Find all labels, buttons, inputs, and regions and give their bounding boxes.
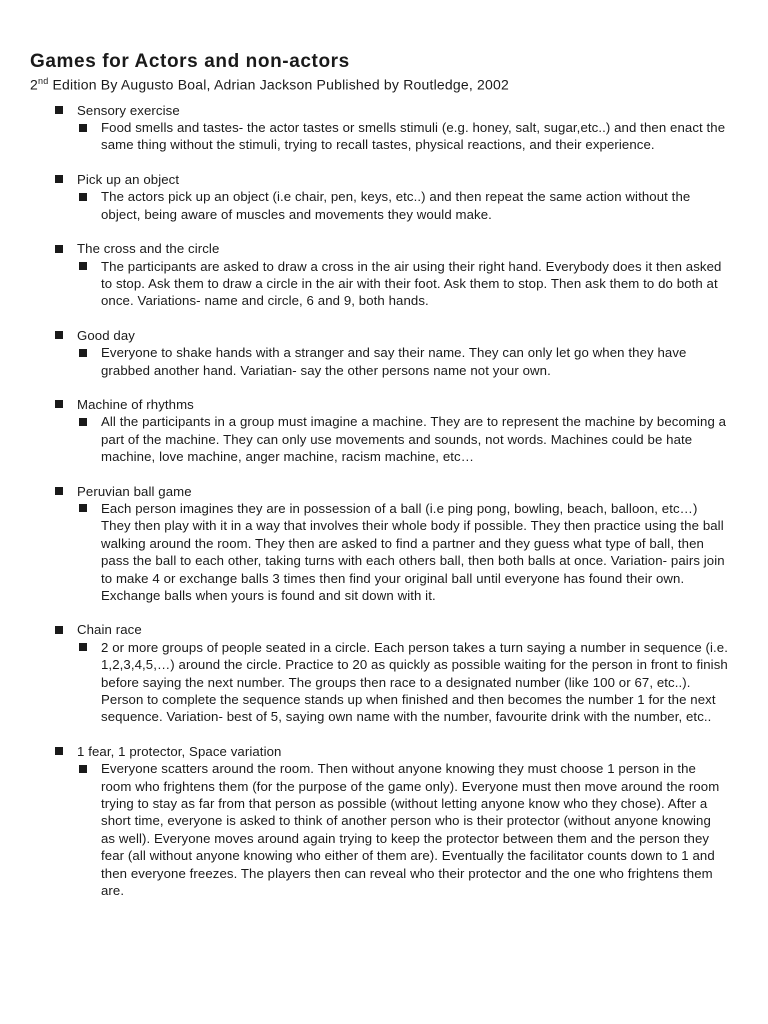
square-bullet-icon bbox=[79, 193, 87, 201]
section-chain-race bbox=[30, 621, 728, 725]
list-item-body bbox=[30, 760, 728, 899]
section-heading: Peruvian ball game bbox=[77, 483, 192, 499]
section-heading: Pick up an object bbox=[77, 171, 180, 187]
square-bullet-icon bbox=[55, 487, 63, 495]
square-bullet-icon bbox=[55, 245, 63, 253]
section-body: The actors pick up an object (i.e chair, pen, keys, etc..) and then repeat the same action without the object, being aware of muscles and movements they would make. bbox=[101, 189, 691, 222]
square-bullet-icon bbox=[55, 626, 63, 634]
list-item-heading bbox=[30, 171, 728, 188]
section-machine-of-rhythms bbox=[30, 396, 728, 466]
section-body: All the participants in a group must imagine a machine. They are to represent the machine by becoming a part of the machine. They can only use movements and sounds, not words. Machines could be hate machine, love machine, anger machine, racism machine, etc… bbox=[101, 414, 727, 465]
list-item-heading bbox=[30, 240, 728, 257]
list-item-body bbox=[30, 344, 728, 379]
section-good-day bbox=[30, 327, 728, 379]
list-item-body bbox=[30, 639, 728, 726]
edition-suffix: nd bbox=[38, 76, 49, 86]
section-body: Food smells and tastes- the actor tastes or smells stimuli (e.g. honey, salt, sugar,etc..) and then enact the same thing without the stimuli, trying to recall tastes, physical reactions, and their experience. bbox=[101, 120, 726, 153]
section-cross-and-circle bbox=[30, 240, 728, 310]
square-bullet-icon bbox=[55, 400, 63, 408]
edition-details: Edition By Augusto Boal, Adrian Jackson Published by Routledge, 2002 bbox=[48, 76, 509, 93]
section-body: Everyone scatters around the room. Then without anyone knowing they must choose 1 person in the room who frightens them (for the purpose of the game only). Everyone must then move around the room trying to stay as far from that person as possible (without letting anyone know who they chose). After a short time, everyone is asked to think of another person who is their protector (without anyone knowing as well). Everyone moves around again trying to keep the protector between them and the person they fear (all without anyone knowing who either of them are). Eventually the facilitator counts down to 1 and then everyone freezes. The players then can reveal who their protector and the one who frightens them are. bbox=[101, 761, 720, 899]
list-item-heading bbox=[30, 743, 728, 760]
section-pick-up-an-object bbox=[30, 171, 728, 223]
list-item-heading bbox=[30, 396, 728, 413]
document-title: Games for Actors and non-actors bbox=[30, 51, 350, 72]
section-body: Everyone to shake hands with a stranger and say their name. They can only let go when they have grabbed another hand. Variatian- say the other persons name not your own. bbox=[101, 345, 687, 378]
list-item-heading bbox=[30, 327, 728, 344]
list-item-heading bbox=[30, 621, 728, 638]
square-bullet-icon bbox=[79, 418, 87, 426]
list-item-heading bbox=[30, 102, 728, 119]
section-sensory-exercise bbox=[30, 102, 728, 154]
document-subtitle bbox=[30, 72, 728, 94]
square-bullet-icon bbox=[55, 106, 63, 114]
section-body: Each person imagines they are in possession of a ball (i.e ping pong, bowling, beach, balloon, etc…) They then play with it in a way that involves their whole body if possible. They then practice using the ball walking around the room. They then are asked to find a partner and they guess what type of ball, then pass the ball to each other, taking turns with each others ball, then both balls at once. Variation- pairs join to make 4 or exchange balls 3 times then find your original ball until everyone has found their own. Exchange balls when yours is found and sit down with it. bbox=[101, 500, 725, 603]
square-bullet-icon bbox=[79, 349, 87, 357]
section-body: 2 or more groups of people seated in a circle. Each person takes a turn saying a number in sequence (i.e. 1,2,3,4,5,…) around the circle. Practice to 20 as quickly as possible waiting for the person in front to finish before saying the next number. The groups then race to a designated number (like 100 or 67, etc..). Person to complete the sequence stands up when finished and then becomes the number 1 for the next sequence. Variation- best of 5, saying own name with the number, favourite drink with the number, etc.. bbox=[101, 639, 729, 725]
list-item-heading bbox=[30, 483, 728, 500]
square-bullet-icon bbox=[79, 124, 87, 132]
list-item-body bbox=[30, 188, 728, 223]
square-bullet-icon bbox=[79, 643, 87, 651]
section-heading: Good day bbox=[77, 327, 135, 343]
list-item-body bbox=[30, 258, 728, 310]
square-bullet-icon bbox=[79, 504, 87, 512]
square-bullet-icon bbox=[55, 331, 63, 339]
edition-number: 2 bbox=[30, 76, 38, 93]
square-bullet-icon bbox=[79, 262, 87, 270]
square-bullet-icon bbox=[55, 175, 63, 183]
list-item-body bbox=[30, 500, 728, 604]
section-fear-protector bbox=[30, 743, 728, 900]
section-heading: The cross and the circle bbox=[77, 241, 220, 257]
section-heading: Sensory exercise bbox=[77, 102, 180, 118]
list-item-body bbox=[30, 119, 728, 154]
section-heading: Machine of rhythms bbox=[77, 396, 194, 412]
list-item-body bbox=[30, 413, 728, 465]
section-heading: Chain race bbox=[77, 622, 142, 638]
square-bullet-icon bbox=[79, 765, 87, 773]
section-heading: 1 fear, 1 protector, Space variation bbox=[77, 743, 282, 759]
section-body: The participants are asked to draw a cross in the air using their right hand. Everybody does it then asked to stop. Ask them to draw a circle in the air with their foot. Ask them to stop. Then ask them to do both at once. Variations- name and circle, 6 and 9, both hands. bbox=[101, 258, 722, 309]
section-peruvian-ball-game bbox=[30, 483, 728, 605]
square-bullet-icon bbox=[55, 747, 63, 755]
